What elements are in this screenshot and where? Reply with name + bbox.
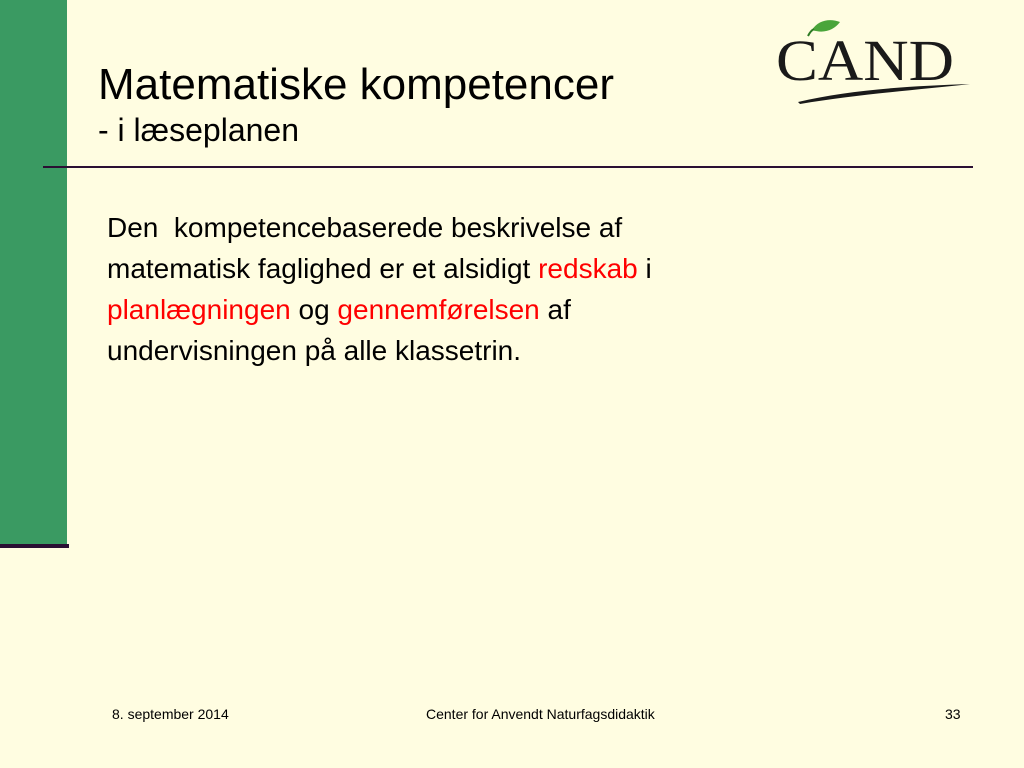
body-highlight-text: gennemførelsen — [337, 294, 540, 325]
body-text-segment: i — [637, 253, 660, 284]
slide-title: Matematiske kompetencer — [98, 60, 614, 109]
side-accent-bar — [0, 0, 67, 546]
body-highlight-text: redskab — [538, 253, 638, 284]
cand-logo — [768, 14, 978, 110]
footer-date: 8. september 2014 — [112, 706, 229, 722]
body-text-segment: af undervisningen på alle klassetrin. — [107, 294, 579, 366]
body-text-segment: og — [290, 294, 338, 325]
body-text-segment: Den kompetencebaserede beskrivelse af matematisk faglighed er et alsidigt — [107, 212, 630, 284]
cand-logo-graphic — [768, 14, 978, 110]
logo-wordmark: CAND — [776, 28, 954, 93]
body-paragraph — [107, 207, 767, 371]
title-area — [98, 58, 738, 150]
body-highlight-text: planlægningen — [107, 294, 291, 325]
slide-subtitle: - i læseplanen — [98, 112, 299, 148]
side-accent-rule — [0, 544, 69, 548]
title-divider — [43, 166, 973, 168]
footer-organization: Center for Anvendt Naturfagsdidaktik — [426, 706, 655, 722]
footer-page-number: 33 — [945, 706, 961, 722]
